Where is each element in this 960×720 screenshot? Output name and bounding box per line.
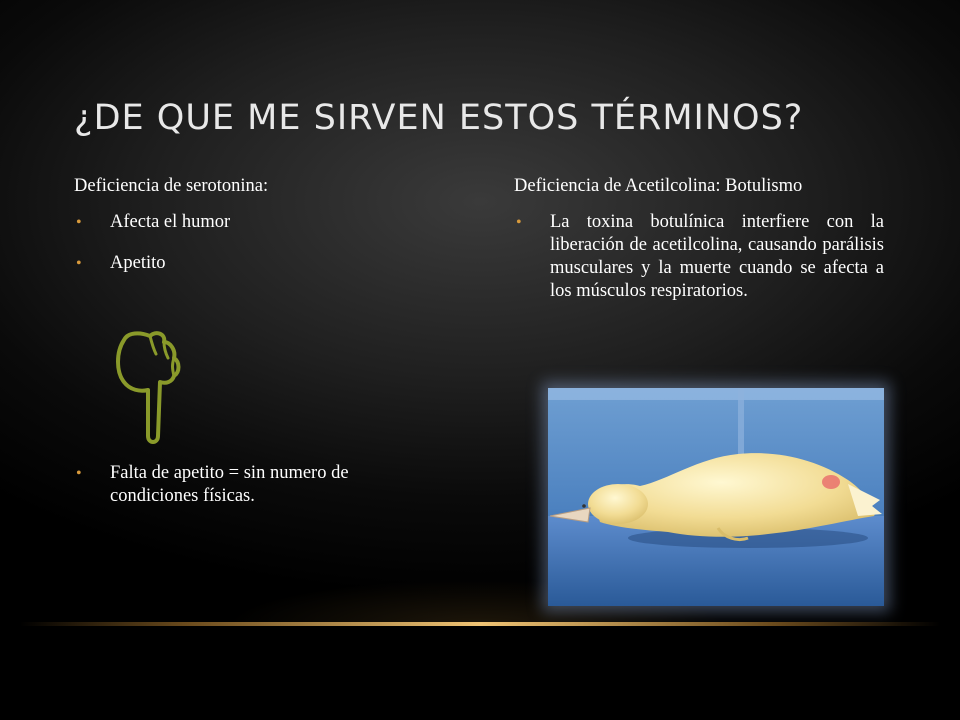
left-bottom-bullet-list [74, 462, 434, 508]
left-bullet-list [74, 211, 434, 275]
right-bullet-list [514, 211, 884, 303]
paralyzed-duckling-photo [548, 388, 884, 606]
list-item: • Falta de apetito = sin numero de condiciones físicas. [74, 462, 434, 508]
accent-divider-line [20, 622, 940, 626]
pointing-down-hand-icon [110, 328, 182, 446]
list-item: • La toxina botulínica interfiere con la liberación de acetilcolina, causando parálisis musculares y la muerte cuando se afecta a los músculos respiratorios. [514, 211, 884, 303]
left-heading: Deficiencia de serotonina: [74, 176, 269, 196]
list-item: • Apetito [74, 252, 434, 275]
list-item: • Afecta el humor [74, 211, 434, 234]
right-column [514, 176, 884, 303]
right-heading: Deficiencia de Acetilcolina: Botulismo [514, 176, 803, 196]
slide-title: ¿DE QUE ME SIRVEN ESTOS TÉRMINOS? [74, 98, 804, 138]
left-column [74, 176, 434, 293]
